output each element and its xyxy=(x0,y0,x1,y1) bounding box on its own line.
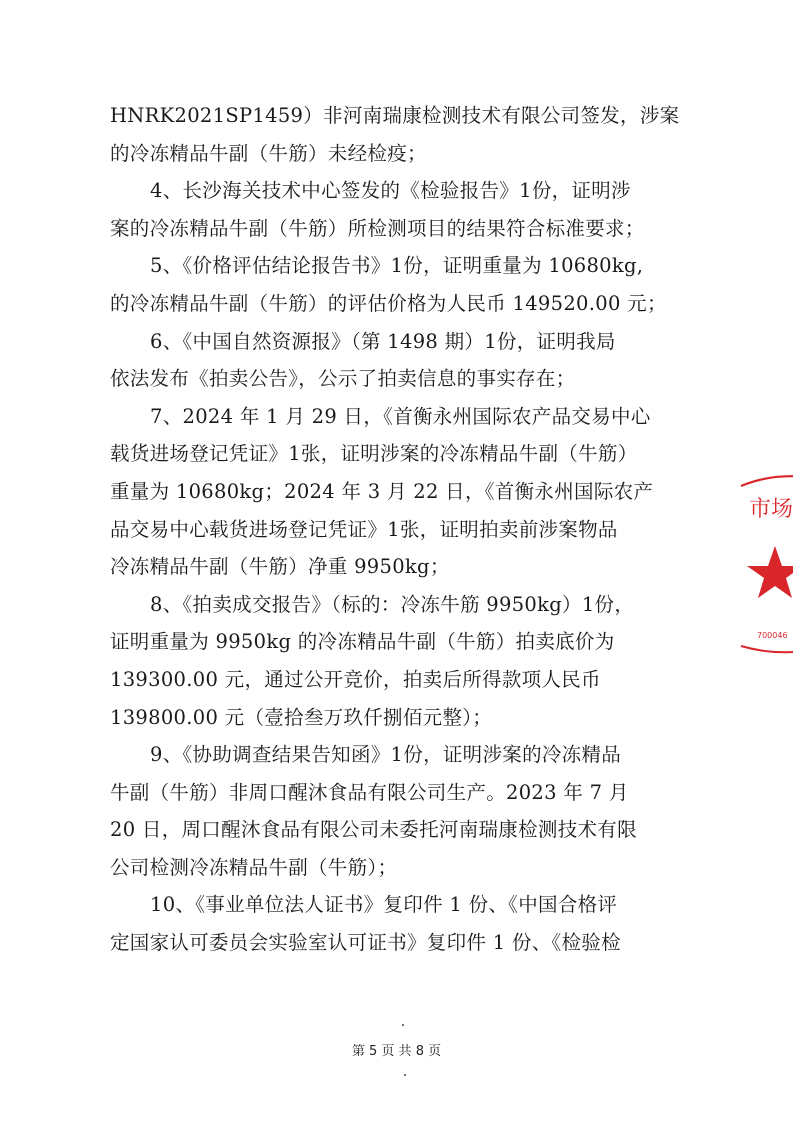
scan-speck xyxy=(404,1074,406,1076)
text-line: HNRK2021SP1459）非河南瑞康检测技术有限公司签发，涉案 xyxy=(110,104,680,127)
text-line: 6、《中国自然资源报》（第 1498 期）1份，证明我局 xyxy=(150,329,616,353)
text-line: 139300.00 元，通过公开竞价，拍卖后所得款项人民币 xyxy=(110,667,601,691)
text-line: 证明重量为 9950kg 的冷冻精品牛副（牛筋）拍卖底价为 xyxy=(110,630,615,654)
text-line: 公司检测冷冻精品牛副（牛筋）； xyxy=(110,855,398,879)
text-line: 载货进场登记凭证》1张，证明涉案的冷冻精品牛副（牛筋） xyxy=(110,442,638,466)
text-line: 的冷冻精品牛副（牛筋）的评估价格为人民币 149520.00 元； xyxy=(110,291,667,315)
text-line: 7、2024 年 1 月 29 日，《首衡永州国际农产品交易中心 xyxy=(150,404,651,428)
text-line: 依法发布《拍卖公告》，公示了拍卖信息的事实存在； xyxy=(110,367,576,391)
official-seal-stamp xyxy=(735,468,793,658)
text-line: 9、《协助调查结果告知函》1份，证明涉案的冷冻精品 xyxy=(150,743,622,767)
text-line: 冷冻精品牛副（牛筋）净重 9950kg； xyxy=(110,555,450,579)
text-line: 10、《事业单位法人证书》复印件 1 份、《中国合格评 xyxy=(150,893,618,917)
svg-text:市场: 市场 xyxy=(749,497,793,522)
text-line: 案的冷冻精品牛副（牛筋）所检测项目的结果符合标准要求； xyxy=(110,216,645,240)
text-line: 重量为 10680kg；2024 年 3 月 22 日，《首衡永州国际农产 xyxy=(110,479,654,503)
text-line: 8、《拍卖成交报告》（标的：冷冻牛筋 9950kg）1份， xyxy=(150,592,635,616)
text-line: 定国家认可委员会实验室认可证书》复印件 1 份、《检验检 xyxy=(110,931,621,955)
text-line: 的冷冻精品牛副（牛筋）未经检疫； xyxy=(110,141,427,165)
text-line: 品交易中心载货进场登记凭证》1张，证明拍卖前涉案物品 xyxy=(110,517,618,541)
page-number-footer: 第 5 页 共 8 页 xyxy=(351,1044,442,1059)
scan-speck xyxy=(402,1024,404,1026)
text-line: 139800.00 元（壹拾叁万玖仟捌佰元整）； xyxy=(110,705,493,729)
text-line: 5、《价格评估结论报告书》1份，证明重量为 10680kg, xyxy=(150,254,644,278)
text-line: 牛副（牛筋）非周口醒沐食品有限公司生产。2023 年 7 月 xyxy=(110,780,629,804)
document-body xyxy=(110,97,680,962)
text-line: 4、长沙海关技术中心签发的《检验报告》1份，证明涉 xyxy=(150,179,631,203)
text-line: 20 日，周口醒沐食品有限公司未委托河南瑞康检测技术有限 xyxy=(110,818,637,842)
svg-text:700046: 700046 xyxy=(757,631,788,640)
